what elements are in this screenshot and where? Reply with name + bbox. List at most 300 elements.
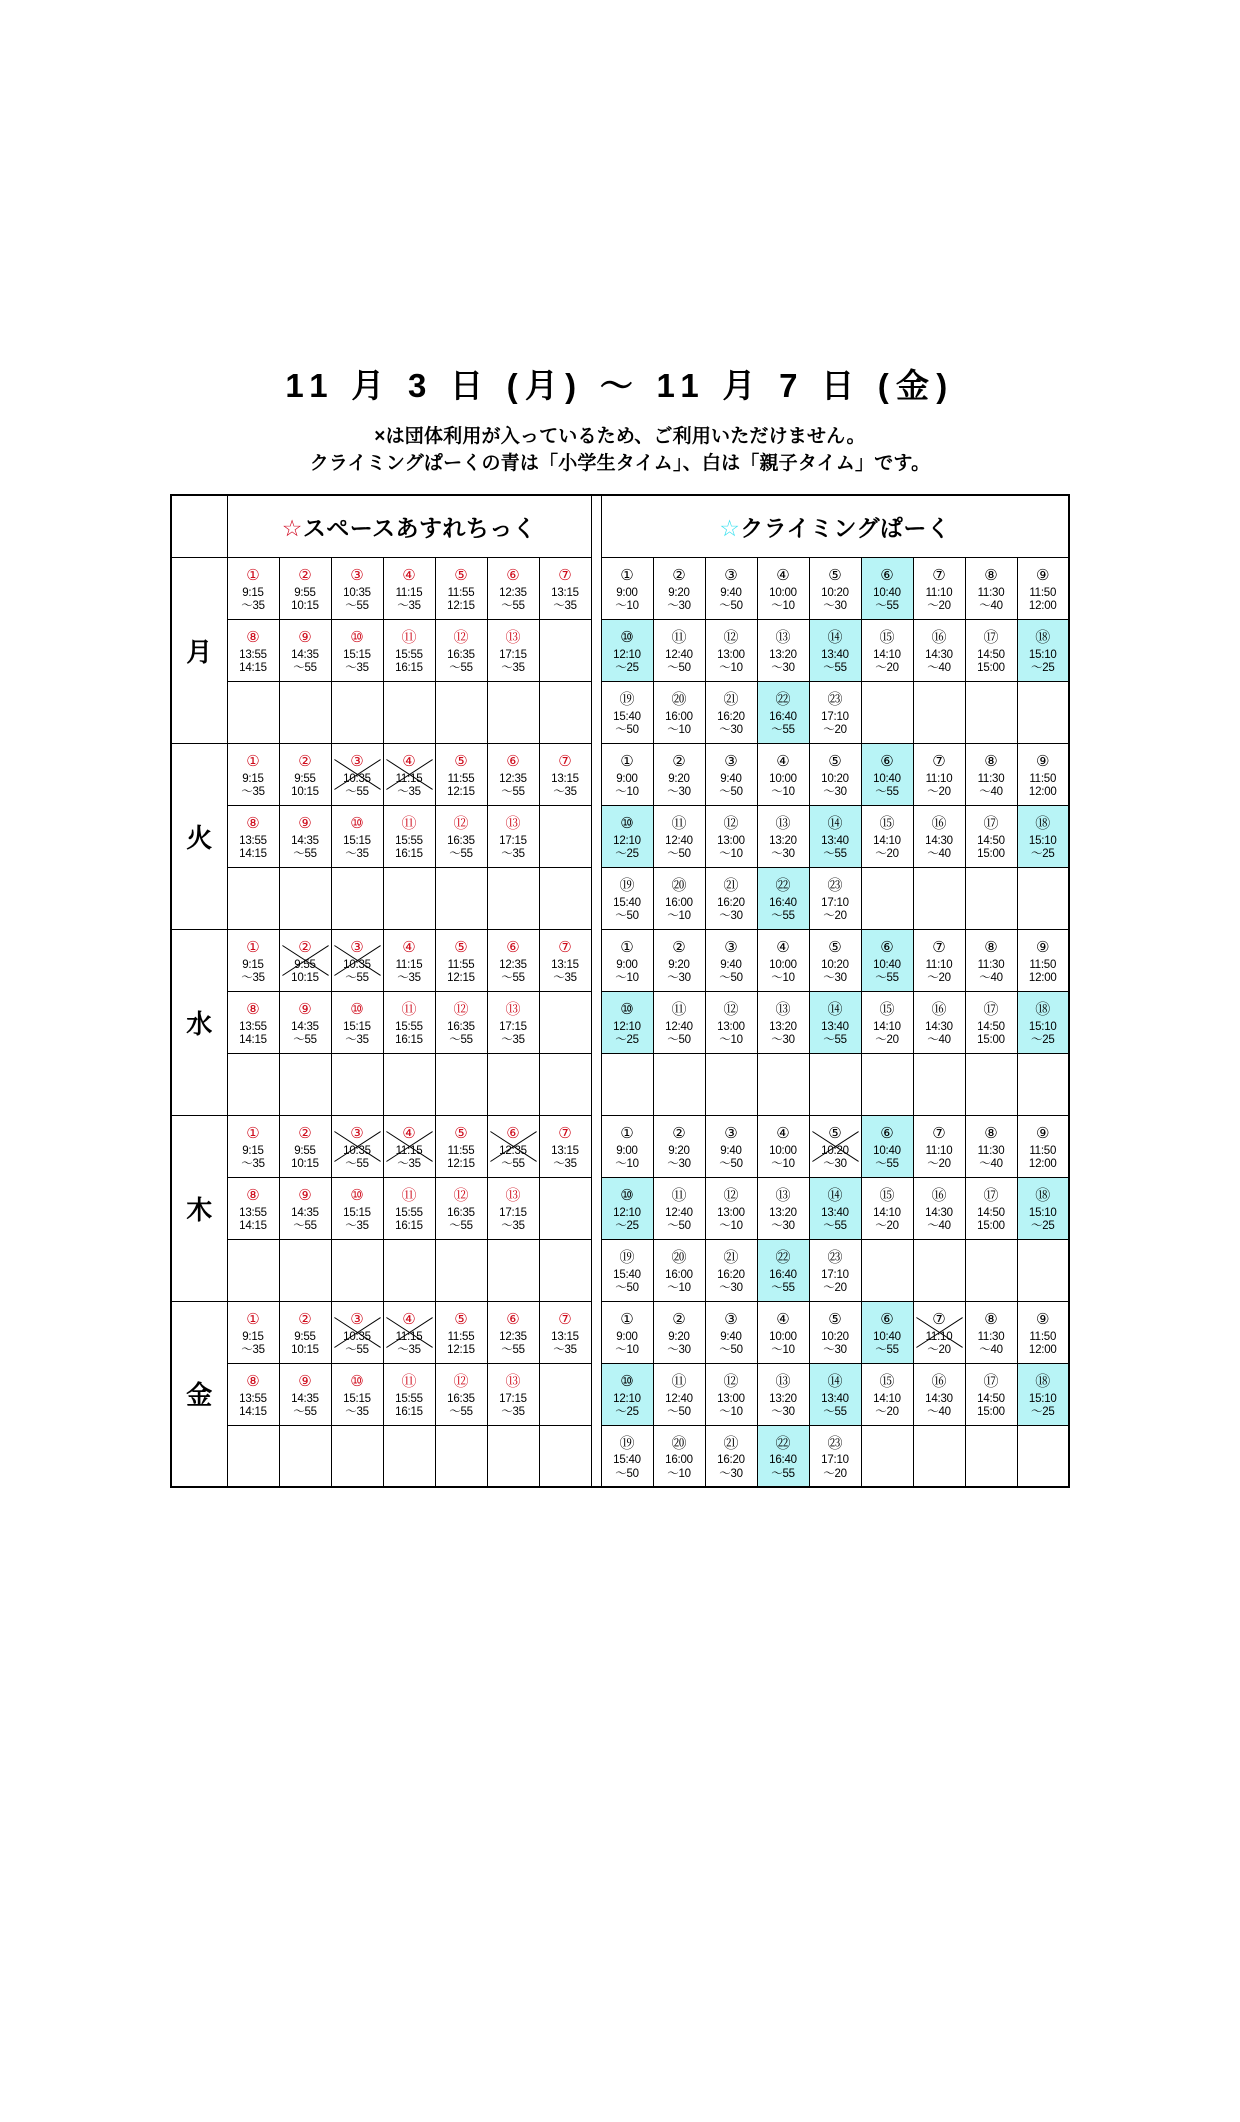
slot-cell[interactable] [861, 743, 913, 805]
slot-cell[interactable] [965, 1363, 1017, 1425]
slot-time-end: ～20 [823, 1282, 847, 1295]
slot-time-end: ～25 [615, 1220, 639, 1233]
slot-cell[interactable] [757, 557, 809, 619]
slot-time-end: ～30 [823, 972, 847, 985]
slot-cell[interactable] [809, 681, 861, 743]
slot-cell[interactable] [705, 1301, 757, 1363]
slot-number: ④ [402, 938, 416, 956]
slot-time-start: 13:20 [769, 1020, 797, 1033]
slot-cell[interactable] [965, 805, 1017, 867]
slot-cell[interactable] [1017, 1177, 1069, 1239]
slot-cell[interactable] [1017, 1301, 1069, 1363]
slot-cell[interactable] [757, 867, 809, 929]
slot-cell[interactable] [383, 991, 435, 1053]
slot-cell[interactable] [331, 1363, 383, 1425]
slot-cell[interactable] [757, 929, 809, 991]
slot-cell[interactable] [705, 867, 757, 929]
slot-cell[interactable] [965, 619, 1017, 681]
slot-cell[interactable] [861, 1301, 913, 1363]
slot-time-start: 11:55 [447, 958, 475, 971]
slot-cell-empty [539, 1053, 591, 1115]
slot-cell[interactable] [809, 1239, 861, 1301]
slot-cell[interactable] [809, 867, 861, 929]
slot-number: ⑦ [932, 752, 946, 770]
slot-time-end: ～55 [345, 600, 369, 613]
slot-time-start: 16:20 [717, 896, 745, 909]
slot-time-start: 11:50 [1029, 586, 1057, 599]
slot-cell[interactable] [757, 1177, 809, 1239]
slot-time-end: ～50 [719, 972, 743, 985]
slot-cell[interactable] [227, 929, 279, 991]
slot-number: ② [298, 1310, 312, 1328]
table-row [171, 1053, 1069, 1115]
slot-time-end: ～35 [553, 600, 577, 613]
slot-cell[interactable] [705, 619, 757, 681]
slot-cell[interactable] [705, 1363, 757, 1425]
slot-cell[interactable] [757, 1115, 809, 1177]
slot-number: ④ [402, 566, 416, 584]
slot-cell[interactable] [227, 1301, 279, 1363]
slot-cell[interactable] [539, 557, 591, 619]
slot-time-end: ～10 [719, 662, 743, 675]
slot-time-end: ～35 [345, 1406, 369, 1419]
slot-cell[interactable] [487, 557, 539, 619]
slot-time-start: 11:15 [395, 1144, 423, 1157]
slot-cell[interactable] [383, 1301, 435, 1363]
slot-cell[interactable] [1017, 805, 1069, 867]
slot-time-end: ～55 [293, 1220, 317, 1233]
slot-cell[interactable] [757, 1301, 809, 1363]
slot-cell[interactable] [965, 557, 1017, 619]
slot-time-end: ～10 [719, 1406, 743, 1419]
slot-time-start: 11:50 [1029, 958, 1057, 971]
slot-number: ㉑ [723, 1434, 739, 1452]
slot-cell[interactable] [487, 619, 539, 681]
slot-number: ⑱ [1035, 1000, 1051, 1018]
slot-cell[interactable] [601, 991, 653, 1053]
slot-number: ⑦ [558, 1310, 572, 1328]
slot-cell[interactable] [227, 1363, 279, 1425]
slot-cell[interactable] [1017, 1363, 1069, 1425]
slot-cell[interactable] [1017, 557, 1069, 619]
section-divider [591, 619, 601, 681]
slot-number: ⑩ [350, 1186, 364, 1204]
slot-time-start: 9:55 [294, 958, 316, 971]
slot-cell[interactable] [601, 743, 653, 805]
slot-cell[interactable] [705, 557, 757, 619]
slot-number: ④ [776, 938, 790, 956]
slot-cell[interactable] [653, 805, 705, 867]
slot-number: ㉒ [775, 690, 791, 708]
slot-cell[interactable] [331, 1115, 383, 1177]
slot-cell[interactable] [383, 929, 435, 991]
slot-cell[interactable] [435, 619, 487, 681]
slot-time-end: ～10 [771, 600, 795, 613]
slot-cell[interactable] [279, 619, 331, 681]
section-divider [591, 1363, 601, 1425]
slot-cell[interactable] [383, 743, 435, 805]
slot-time-end: ～40 [979, 972, 1003, 985]
slot-cell[interactable] [331, 1301, 383, 1363]
slot-time-end: ～10 [615, 972, 639, 985]
slot-time-start: 11:55 [447, 1144, 475, 1157]
slot-cell[interactable] [279, 805, 331, 867]
slot-time-end: ～35 [345, 662, 369, 675]
slot-cell[interactable] [965, 929, 1017, 991]
slot-number: ⑰ [983, 1000, 999, 1018]
slot-number: ⑦ [558, 566, 572, 584]
slot-number: ⑮ [879, 1372, 895, 1390]
slot-cell[interactable] [809, 1363, 861, 1425]
slot-cell[interactable] [653, 1177, 705, 1239]
slot-cell[interactable] [435, 991, 487, 1053]
slot-cell[interactable] [861, 557, 913, 619]
slot-cell[interactable] [809, 929, 861, 991]
slot-time-end: ～30 [823, 600, 847, 613]
slot-cell[interactable] [601, 681, 653, 743]
slot-number: ⑯ [931, 1186, 947, 1204]
slot-time-end: ～35 [553, 1344, 577, 1357]
slot-cell[interactable] [757, 681, 809, 743]
slot-cell[interactable] [1017, 619, 1069, 681]
slot-number: ⑩ [350, 1372, 364, 1390]
slot-time-end: ～25 [1030, 848, 1055, 861]
slot-cell[interactable] [861, 1363, 913, 1425]
slot-time-end: ～55 [501, 1344, 525, 1357]
slot-time-start: 13:20 [769, 1392, 797, 1405]
slot-number: ⑥ [506, 752, 520, 770]
slot-cell[interactable] [705, 681, 757, 743]
slot-time-end: 12:15 [447, 600, 475, 613]
slot-time-end: 12:00 [1028, 786, 1057, 799]
slot-cell[interactable] [1017, 743, 1069, 805]
slot-cell[interactable] [539, 743, 591, 805]
slot-time-end: 12:15 [447, 1344, 475, 1357]
slot-number: ④ [776, 752, 790, 770]
slot-time-end: 12:00 [1028, 972, 1057, 985]
section-divider [591, 495, 601, 557]
slot-number: ⑰ [983, 1186, 999, 1204]
slot-time-end: ～35 [345, 1034, 369, 1047]
slot-cell[interactable] [653, 1425, 705, 1487]
slot-cell[interactable] [965, 743, 1017, 805]
slot-cell-empty [861, 867, 913, 929]
slot-time-start: 10:20 [821, 586, 849, 599]
slot-time-end: ～55 [875, 972, 899, 985]
slot-time-start: 14:35 [291, 1392, 319, 1405]
slot-cell[interactable] [653, 1115, 705, 1177]
slot-cell[interactable] [653, 867, 705, 929]
slot-time-end: ～35 [553, 972, 577, 985]
slot-cell[interactable] [913, 1177, 965, 1239]
slot-cell[interactable] [435, 743, 487, 805]
slot-cell[interactable] [1017, 929, 1069, 991]
slot-time-end: ～40 [927, 848, 951, 861]
slot-cell[interactable] [227, 805, 279, 867]
slot-number: ③ [350, 1124, 364, 1142]
slot-cell[interactable] [279, 1363, 331, 1425]
slot-time-start: 12:35 [499, 958, 527, 971]
slot-cell[interactable] [227, 1115, 279, 1177]
slot-cell[interactable] [809, 557, 861, 619]
slot-number: ③ [350, 566, 364, 584]
slot-cell[interactable] [331, 805, 383, 867]
slot-cell-empty [227, 1053, 279, 1115]
slot-cell[interactable] [757, 1425, 809, 1487]
slot-cell[interactable] [435, 1301, 487, 1363]
slot-time-start: 12:35 [499, 586, 527, 599]
slot-cell[interactable] [331, 929, 383, 991]
slot-cell[interactable] [601, 805, 653, 867]
slot-cell[interactable] [539, 1301, 591, 1363]
slot-cell-empty [539, 805, 591, 867]
slot-time-end: ～40 [979, 1158, 1003, 1171]
slot-cell[interactable] [965, 1301, 1017, 1363]
slot-time-start: 10:20 [821, 1144, 849, 1157]
slot-cell[interactable] [705, 743, 757, 805]
slot-time-end: 14:15 [239, 848, 267, 861]
slot-cell[interactable] [653, 681, 705, 743]
slot-cell[interactable] [809, 805, 861, 867]
slot-time-end: ～50 [719, 1158, 743, 1171]
slot-cell[interactable] [705, 1177, 757, 1239]
slot-cell[interactable] [279, 1177, 331, 1239]
slot-number: ⑩ [620, 1186, 634, 1204]
slot-cell[interactable] [653, 743, 705, 805]
slot-cell[interactable] [965, 991, 1017, 1053]
slot-cell-empty [279, 1425, 331, 1487]
section-divider [591, 805, 601, 867]
slot-cell[interactable] [435, 805, 487, 867]
slot-cell[interactable] [279, 1301, 331, 1363]
slot-cell-empty [861, 1425, 913, 1487]
slot-cell[interactable] [705, 929, 757, 991]
slot-number: ⑨ [1036, 938, 1050, 956]
slot-cell[interactable] [331, 557, 383, 619]
slot-cell[interactable] [279, 557, 331, 619]
slot-time-end: ～55 [771, 1467, 795, 1480]
slot-cell[interactable] [227, 743, 279, 805]
slot-cell[interactable] [653, 929, 705, 991]
slot-cell[interactable] [279, 929, 331, 991]
slot-time-start: 9:40 [720, 958, 742, 971]
slot-time-end: ～50 [667, 848, 691, 861]
slot-cell[interactable] [601, 1425, 653, 1487]
slot-cell[interactable] [279, 743, 331, 805]
slot-cell[interactable] [809, 1425, 861, 1487]
slot-time-end: ～40 [979, 1344, 1003, 1357]
slot-time-end: 12:00 [1028, 600, 1057, 613]
table-row [171, 681, 1069, 743]
slot-cell[interactable] [601, 929, 653, 991]
slot-cell[interactable] [227, 1177, 279, 1239]
slot-time-end: 14:15 [239, 1406, 267, 1419]
slot-cell[interactable] [601, 557, 653, 619]
slot-cell[interactable] [757, 991, 809, 1053]
slot-cell[interactable] [487, 1301, 539, 1363]
slot-cell[interactable] [539, 1115, 591, 1177]
slot-time-start: 11:55 [447, 586, 475, 599]
slot-cell-empty [435, 867, 487, 929]
slot-cell[interactable] [539, 929, 591, 991]
slot-time-end: ～20 [875, 1220, 899, 1233]
slot-cell[interactable] [227, 991, 279, 1053]
slot-time-end: ～10 [667, 1467, 691, 1480]
slot-number: ⑨ [298, 1000, 312, 1018]
slot-cell[interactable] [809, 1177, 861, 1239]
slot-cell[interactable] [435, 929, 487, 991]
slot-number: ⑬ [505, 1186, 521, 1204]
slot-cell[interactable] [705, 1115, 757, 1177]
slot-cell[interactable] [913, 1301, 965, 1363]
slot-cell[interactable] [861, 805, 913, 867]
slot-time-start: 14:50 [977, 648, 1005, 661]
slot-cell[interactable] [487, 991, 539, 1053]
slot-time-end: ～40 [979, 786, 1003, 799]
slot-cell[interactable] [487, 1177, 539, 1239]
slot-cell[interactable] [653, 1363, 705, 1425]
slot-cell[interactable] [383, 619, 435, 681]
slot-cell[interactable] [331, 619, 383, 681]
slot-cell[interactable] [601, 1115, 653, 1177]
slot-cell[interactable] [383, 1115, 435, 1177]
slot-cell-empty [539, 991, 591, 1053]
slot-cell[interactable] [757, 805, 809, 867]
slot-time-end: ～55 [449, 1406, 473, 1419]
slot-number: ⑥ [880, 566, 894, 584]
slot-cell[interactable] [487, 743, 539, 805]
slot-cell[interactable] [705, 1239, 757, 1301]
slot-cell[interactable] [965, 1177, 1017, 1239]
slot-cell[interactable] [913, 619, 965, 681]
slot-time-end: 15:00 [977, 848, 1005, 861]
slot-cell[interactable] [383, 1363, 435, 1425]
slot-cell[interactable] [487, 1115, 539, 1177]
slot-cell-empty [279, 681, 331, 743]
slot-cell[interactable] [809, 619, 861, 681]
slot-cell[interactable] [601, 1177, 653, 1239]
slot-time-start: 15:10 [1028, 1392, 1057, 1405]
slot-number: ① [246, 752, 260, 770]
slot-cell[interactable] [653, 991, 705, 1053]
slot-cell[interactable] [861, 1115, 913, 1177]
slot-cell[interactable] [601, 1363, 653, 1425]
slot-cell-empty [435, 1425, 487, 1487]
slot-cell[interactable] [913, 557, 965, 619]
slot-cell[interactable] [913, 743, 965, 805]
slot-cell[interactable] [913, 805, 965, 867]
slot-cell[interactable] [861, 991, 913, 1053]
slot-cell[interactable] [653, 1239, 705, 1301]
slot-time-end: ～20 [927, 600, 951, 613]
slot-time-start: 15:55 [395, 1206, 423, 1219]
slot-cell[interactable] [227, 557, 279, 619]
slot-cell[interactable] [279, 991, 331, 1053]
slot-cell[interactable] [965, 1115, 1017, 1177]
slot-cell[interactable] [383, 557, 435, 619]
slot-cell[interactable] [1017, 991, 1069, 1053]
slot-time-start: 15:15 [343, 1206, 371, 1219]
slot-time-start: 11:30 [977, 1330, 1005, 1343]
slot-cell[interactable] [913, 929, 965, 991]
slot-cell[interactable] [861, 619, 913, 681]
slot-cell[interactable] [653, 619, 705, 681]
slot-cell[interactable] [601, 867, 653, 929]
slot-cell-empty [383, 1053, 435, 1115]
slot-cell[interactable] [383, 1177, 435, 1239]
slot-cell[interactable] [435, 1115, 487, 1177]
slot-cell[interactable] [279, 1115, 331, 1177]
slot-cell[interactable] [331, 1177, 383, 1239]
slot-cell[interactable] [757, 743, 809, 805]
slot-time-start: 9:55 [294, 772, 316, 785]
slot-cell[interactable] [227, 619, 279, 681]
slot-cell[interactable] [487, 1363, 539, 1425]
slot-cell[interactable] [1017, 1115, 1069, 1177]
slot-time-end: ～50 [615, 1467, 639, 1480]
slot-cell[interactable] [331, 991, 383, 1053]
slot-time-start: 14:30 [925, 648, 953, 661]
slot-cell[interactable] [435, 1177, 487, 1239]
slot-cell[interactable] [705, 991, 757, 1053]
slot-cell[interactable] [487, 929, 539, 991]
slot-time-start: 9:00 [616, 772, 638, 785]
section-divider [591, 681, 601, 743]
slot-cell[interactable] [757, 619, 809, 681]
slot-cell[interactable] [435, 557, 487, 619]
slot-number: ⑮ [879, 1186, 895, 1204]
slot-cell[interactable] [757, 1363, 809, 1425]
slot-time-start: 15:40 [613, 710, 641, 723]
slot-cell[interactable] [653, 557, 705, 619]
slot-cell[interactable] [705, 1425, 757, 1487]
slot-time-start: 17:10 [821, 1268, 849, 1281]
slot-cell[interactable] [435, 1363, 487, 1425]
slot-cell[interactable] [913, 1363, 965, 1425]
slot-time-start: 9:15 [242, 1330, 264, 1343]
slot-cell[interactable] [809, 991, 861, 1053]
slot-time-end: ～55 [501, 786, 525, 799]
slot-cell[interactable] [601, 619, 653, 681]
slot-time-end: 16:15 [395, 662, 423, 675]
slot-time-start: 17:10 [821, 896, 849, 909]
slot-cell[interactable] [383, 805, 435, 867]
slot-cell[interactable] [861, 929, 913, 991]
slot-cell[interactable] [809, 743, 861, 805]
slot-cell-empty [965, 681, 1017, 743]
slot-cell[interactable] [601, 1239, 653, 1301]
slot-cell[interactable] [809, 1115, 861, 1177]
slot-time-end: 12:00 [1028, 1158, 1057, 1171]
slot-number: ④ [776, 566, 790, 584]
slot-cell[interactable] [913, 991, 965, 1053]
slot-cell[interactable] [757, 1239, 809, 1301]
slot-cell-empty [653, 1053, 705, 1115]
slot-time-end: ～55 [875, 786, 899, 799]
slot-cell[interactable] [913, 1115, 965, 1177]
slot-cell[interactable] [331, 743, 383, 805]
slot-time-end: ～55 [293, 848, 317, 861]
slot-cell[interactable] [487, 805, 539, 867]
slot-cell[interactable] [653, 1301, 705, 1363]
slot-cell[interactable] [809, 1301, 861, 1363]
slot-cell[interactable] [705, 805, 757, 867]
slot-cell[interactable] [861, 1177, 913, 1239]
slot-number: ⑩ [350, 814, 364, 832]
slot-number: ⑨ [298, 1372, 312, 1390]
slot-cell[interactable] [601, 1301, 653, 1363]
slot-number: ⑩ [350, 628, 364, 646]
